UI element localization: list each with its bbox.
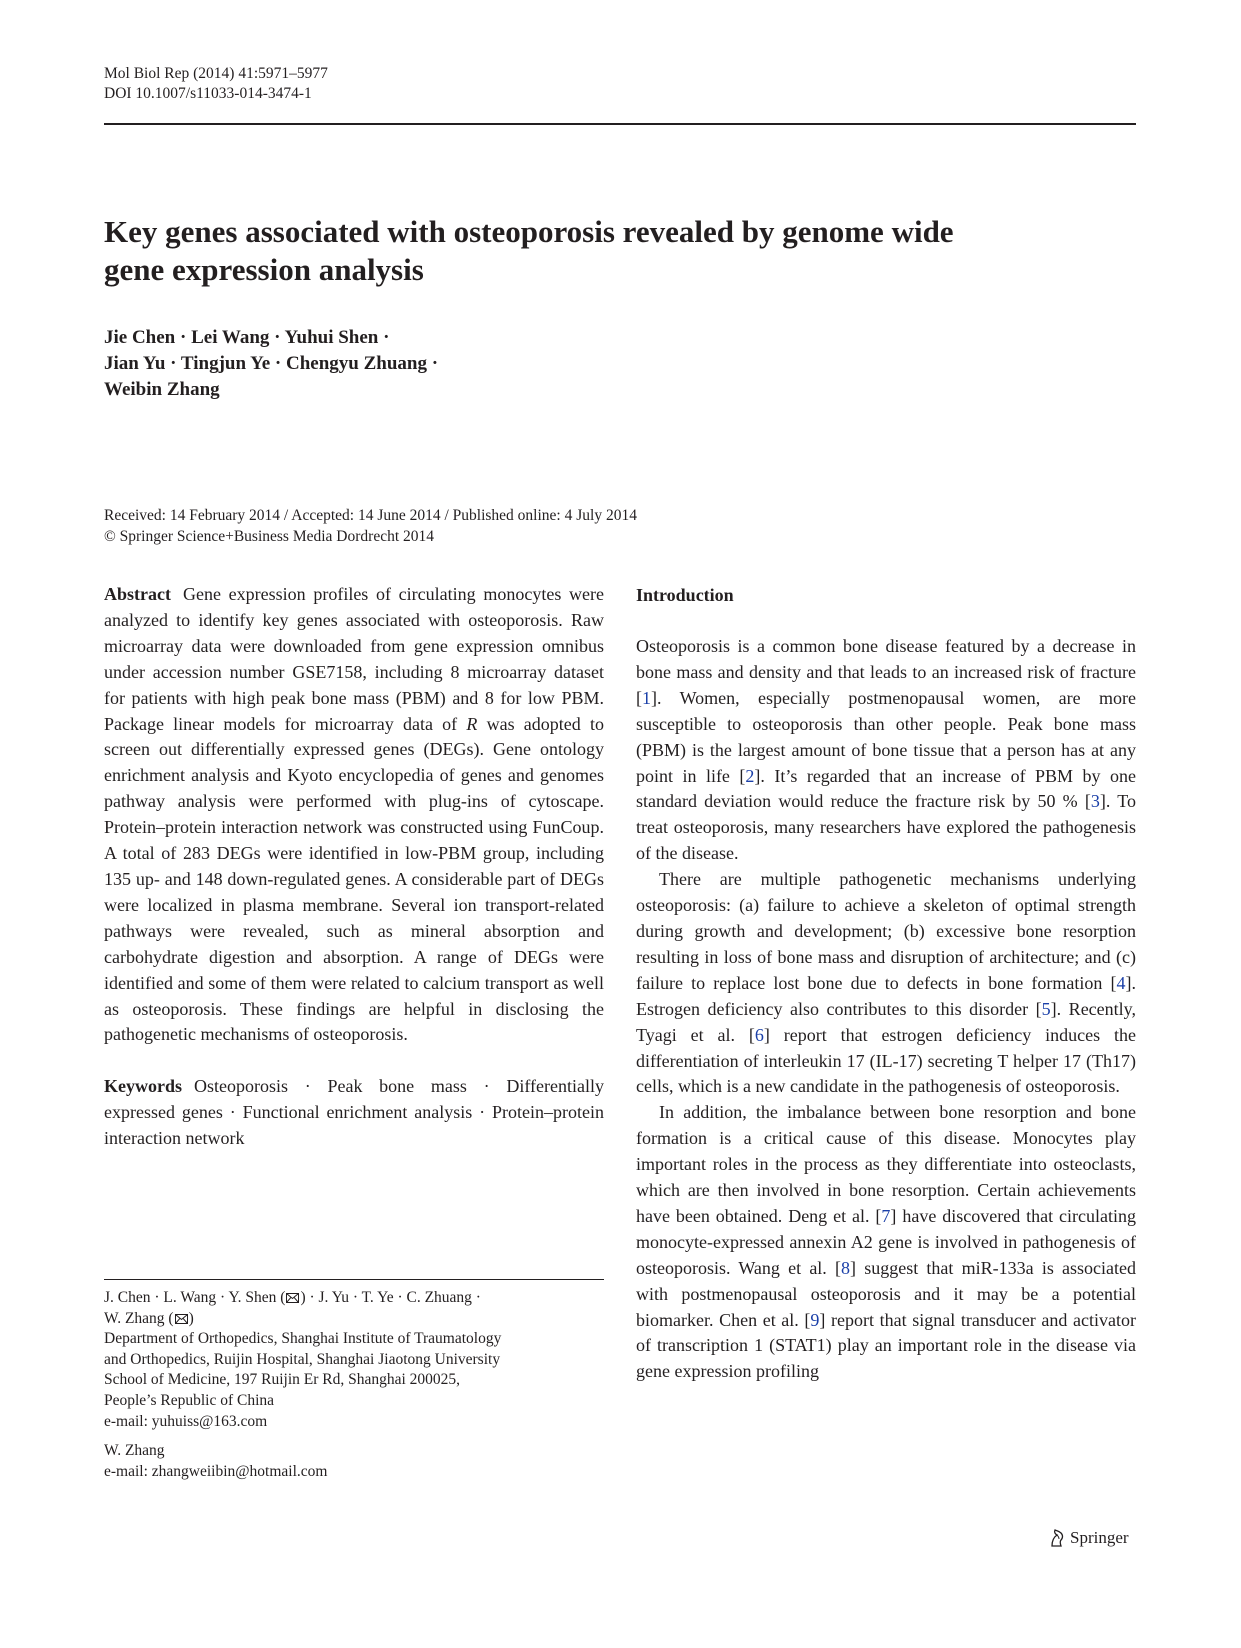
citation-link-5[interactable]: 5 bbox=[1041, 998, 1051, 1019]
footnote-authors-line-1 bbox=[104, 1288, 604, 1309]
email-yuhuiss[interactable]: e-mail: yuhuiss@163.com bbox=[104, 1412, 268, 1430]
abstract bbox=[104, 582, 604, 1048]
citation-link-7[interactable]: 7 bbox=[881, 1205, 891, 1226]
affiliation-line-4: People’s Republic of China bbox=[104, 1391, 275, 1409]
footnote-authors-line-2 bbox=[104, 1309, 604, 1330]
author-line-2: Jian Yu · Tingjun Ye · Chengyu Zhuang · bbox=[104, 353, 439, 374]
footnote-rule bbox=[104, 1279, 604, 1280]
left-column bbox=[104, 582, 604, 1152]
intro-paragraph-2 bbox=[636, 867, 1136, 1100]
publication-dates bbox=[104, 505, 637, 547]
header-rule bbox=[104, 123, 1136, 125]
footnote-name-zhang: W. Zhang bbox=[104, 1442, 165, 1460]
intro-p2-text-a: There are multiple pathogenetic mechanisms underlying osteoporosis: (a) failure to achieve a skeleton of optimal strength during growth and development; (b) excessive bone resorption resulting in loss of bone mass and disruption of architecture; and (c) failure to replace lost bone due to defects in bone formation [ bbox=[636, 869, 1136, 993]
envelope-icon bbox=[286, 1293, 299, 1303]
affiliation-line-2: and Orthopedics, Ruijin Hospital, Shanghai Jiaotong University bbox=[104, 1350, 501, 1368]
right-column bbox=[636, 582, 1136, 1385]
affiliation-line-3: School of Medicine, 197 Ruijin Er Rd, Shanghai 200025, bbox=[104, 1371, 461, 1389]
intro-p3-text-a: In addition, the imbalance between bone resorption and bone formation is a critical cause of this disease. Monocytes play important roles in the process as they differentiate into osteoclasts, which are then involved in bone resorption. Certain achievements have been obtained. Deng et al. [ bbox=[636, 1102, 1136, 1226]
keywords-heading: Keywords bbox=[104, 1076, 182, 1097]
abstract-italic-r: R bbox=[466, 713, 478, 734]
journal-doi[interactable]: DOI 10.1007/s11033-014-3474-1 bbox=[104, 85, 312, 102]
citation-link-1[interactable]: 1 bbox=[642, 687, 651, 708]
intro-p2-text-b: ]. Estrogen deficiency also contributes to this disorder [ bbox=[636, 972, 1136, 1019]
title-line-2: gene expression analysis bbox=[104, 252, 424, 287]
intro-p3-text-d: ] report that signal transducer and activator of transcription 1 (STAT1) play an important role in the disease via gene expression profiling bbox=[636, 1309, 1136, 1382]
intro-p3-text-c: ] suggest that miR-133a is associated with postmenopausal osteoporosis and it may be a potential biomarker. Chen et al. [ bbox=[636, 1257, 1136, 1330]
intro-p1-text-b: ]. Women, especially postmenopausal women, are more susceptible to osteoporosis than other people. Peak bone mass (PBM) is the largest amount of bone tissue that a person has at any point in life [ bbox=[636, 687, 1136, 786]
intro-p1-text-c: ]. It’s regarded that an increase of PBM by one standard deviation would reduce the fracture risk by 50 % [ bbox=[636, 765, 1136, 812]
author-list bbox=[104, 325, 438, 403]
abstract-text-1: Gene expression profiles of circulating monocytes were analyzed to identify key genes associated with osteoporosis. Raw microarray data were downloaded from gene expression omnibus under accession number GSE7158, including 8 microarray dataset for patients with high peak bone mass (PBM) and 8 for low PBM. Package linear models for microarray data of bbox=[104, 584, 604, 734]
author-line-3: Weibin Zhang bbox=[104, 379, 220, 400]
intro-paragraph-1 bbox=[636, 634, 1136, 867]
envelope-icon bbox=[175, 1314, 188, 1324]
intro-p2-text-c: ]. Recently, Tyagi et al. [ bbox=[636, 998, 1136, 1045]
abstract-heading: Abstract bbox=[104, 584, 171, 604]
publisher-logo bbox=[1048, 1528, 1129, 1548]
affiliation-line-1: Department of Orthopedics, Shanghai Institute of Traumatology bbox=[104, 1330, 502, 1348]
intro-p1-text-a: Osteoporosis is a common bone disease featured by a decrease in bone mass and density and that leads to an increased risk of fracture [ bbox=[636, 636, 1136, 708]
keywords bbox=[104, 1074, 604, 1152]
keywords-text: Osteoporosis · Peak bone mass · Differentially expressed genes · Functional enrichment analysis · Protein–protein interaction network bbox=[104, 1076, 604, 1149]
footnote-authors-2b: ) bbox=[188, 1309, 194, 1327]
author-footnote bbox=[104, 1288, 604, 1482]
intro-p3-text-b: ] have discovered that circulating monocyte-expressed annexin A2 gene is involved in pathogenesis of osteoporosis. Wang et al. [ bbox=[636, 1205, 1136, 1278]
email-zhangweiibin[interactable]: e-mail: zhangweiibin@hotmail.com bbox=[104, 1462, 328, 1480]
copyright-line: © Springer Science+Business Media Dordrecht 2014 bbox=[104, 528, 435, 545]
journal-header bbox=[104, 64, 328, 104]
springer-horse-icon bbox=[1048, 1528, 1066, 1548]
article-title bbox=[104, 213, 1136, 289]
citation-link-8[interactable]: 8 bbox=[841, 1257, 851, 1278]
footnote-authors-1a: J. Chen · L. Wang · Y. Shen ( bbox=[104, 1289, 286, 1306]
introduction-heading: Introduction bbox=[636, 585, 734, 605]
journal-citation: Mol Biol Rep (2014) 41:5971–5977 bbox=[104, 65, 328, 82]
received-accepted-line: Received: 14 February 2014 / Accepted: 14 June 2014 / Published online: 4 July 2014 bbox=[104, 507, 637, 524]
title-line-1: Key genes associated with osteoporosis revealed by genome wide bbox=[104, 214, 954, 249]
publisher-name: Springer bbox=[1070, 1528, 1129, 1547]
intro-paragraph-3 bbox=[636, 1100, 1136, 1385]
citation-link-9[interactable]: 9 bbox=[810, 1309, 820, 1330]
citation-link-3[interactable]: 3 bbox=[1090, 791, 1100, 812]
intro-p1-text-d: ]. To treat osteoporosis, many researchers have explored the pathogenesis of the disease. bbox=[636, 791, 1136, 864]
citation-link-6[interactable]: 6 bbox=[754, 1024, 764, 1045]
citation-link-4[interactable]: 4 bbox=[1116, 972, 1126, 993]
footnote-authors-1b: ) · J. Yu · T. Ye · C. Zhuang · bbox=[300, 1289, 481, 1306]
abstract-text-2: was adopted to screen out differentially expressed genes (DEGs). Gene ontology enrichment analysis and Kyoto encyclopedia of genes and genomes pathway analysis were performed with plug-ins of cytoscape. Protein–protein interaction network was constructed using FunCoup. A total of 283 DEGs were identified in low-PBM group, including 135 up- and 148 down-regulated genes. A considerable part of DEGs were localized in plasma membrane. Several ion transport-related pathways were revealed, such as mineral absorption and carbohydrate digestion and absorption. A range of DEGs were identified and some of them were related to calcium transport as well as osteoporosis. These findings are helpful in disclosing the pathogenetic mechanisms of osteoporosis. bbox=[104, 713, 604, 1045]
footnote-authors-2a: W. Zhang ( bbox=[104, 1309, 174, 1327]
footnote-spacer bbox=[104, 1432, 604, 1441]
intro-p2-text-d: ] report that estrogen deficiency induces the differentiation of interleukin 17 (IL-17) secreting T helper 17 (Th17) cells, which is a new candidate in the pathogenesis of osteoporosis. bbox=[636, 1024, 1136, 1097]
citation-link-2[interactable]: 2 bbox=[745, 765, 755, 786]
author-line-1: Jie Chen · Lei Wang · Yuhui Shen · bbox=[104, 327, 390, 348]
